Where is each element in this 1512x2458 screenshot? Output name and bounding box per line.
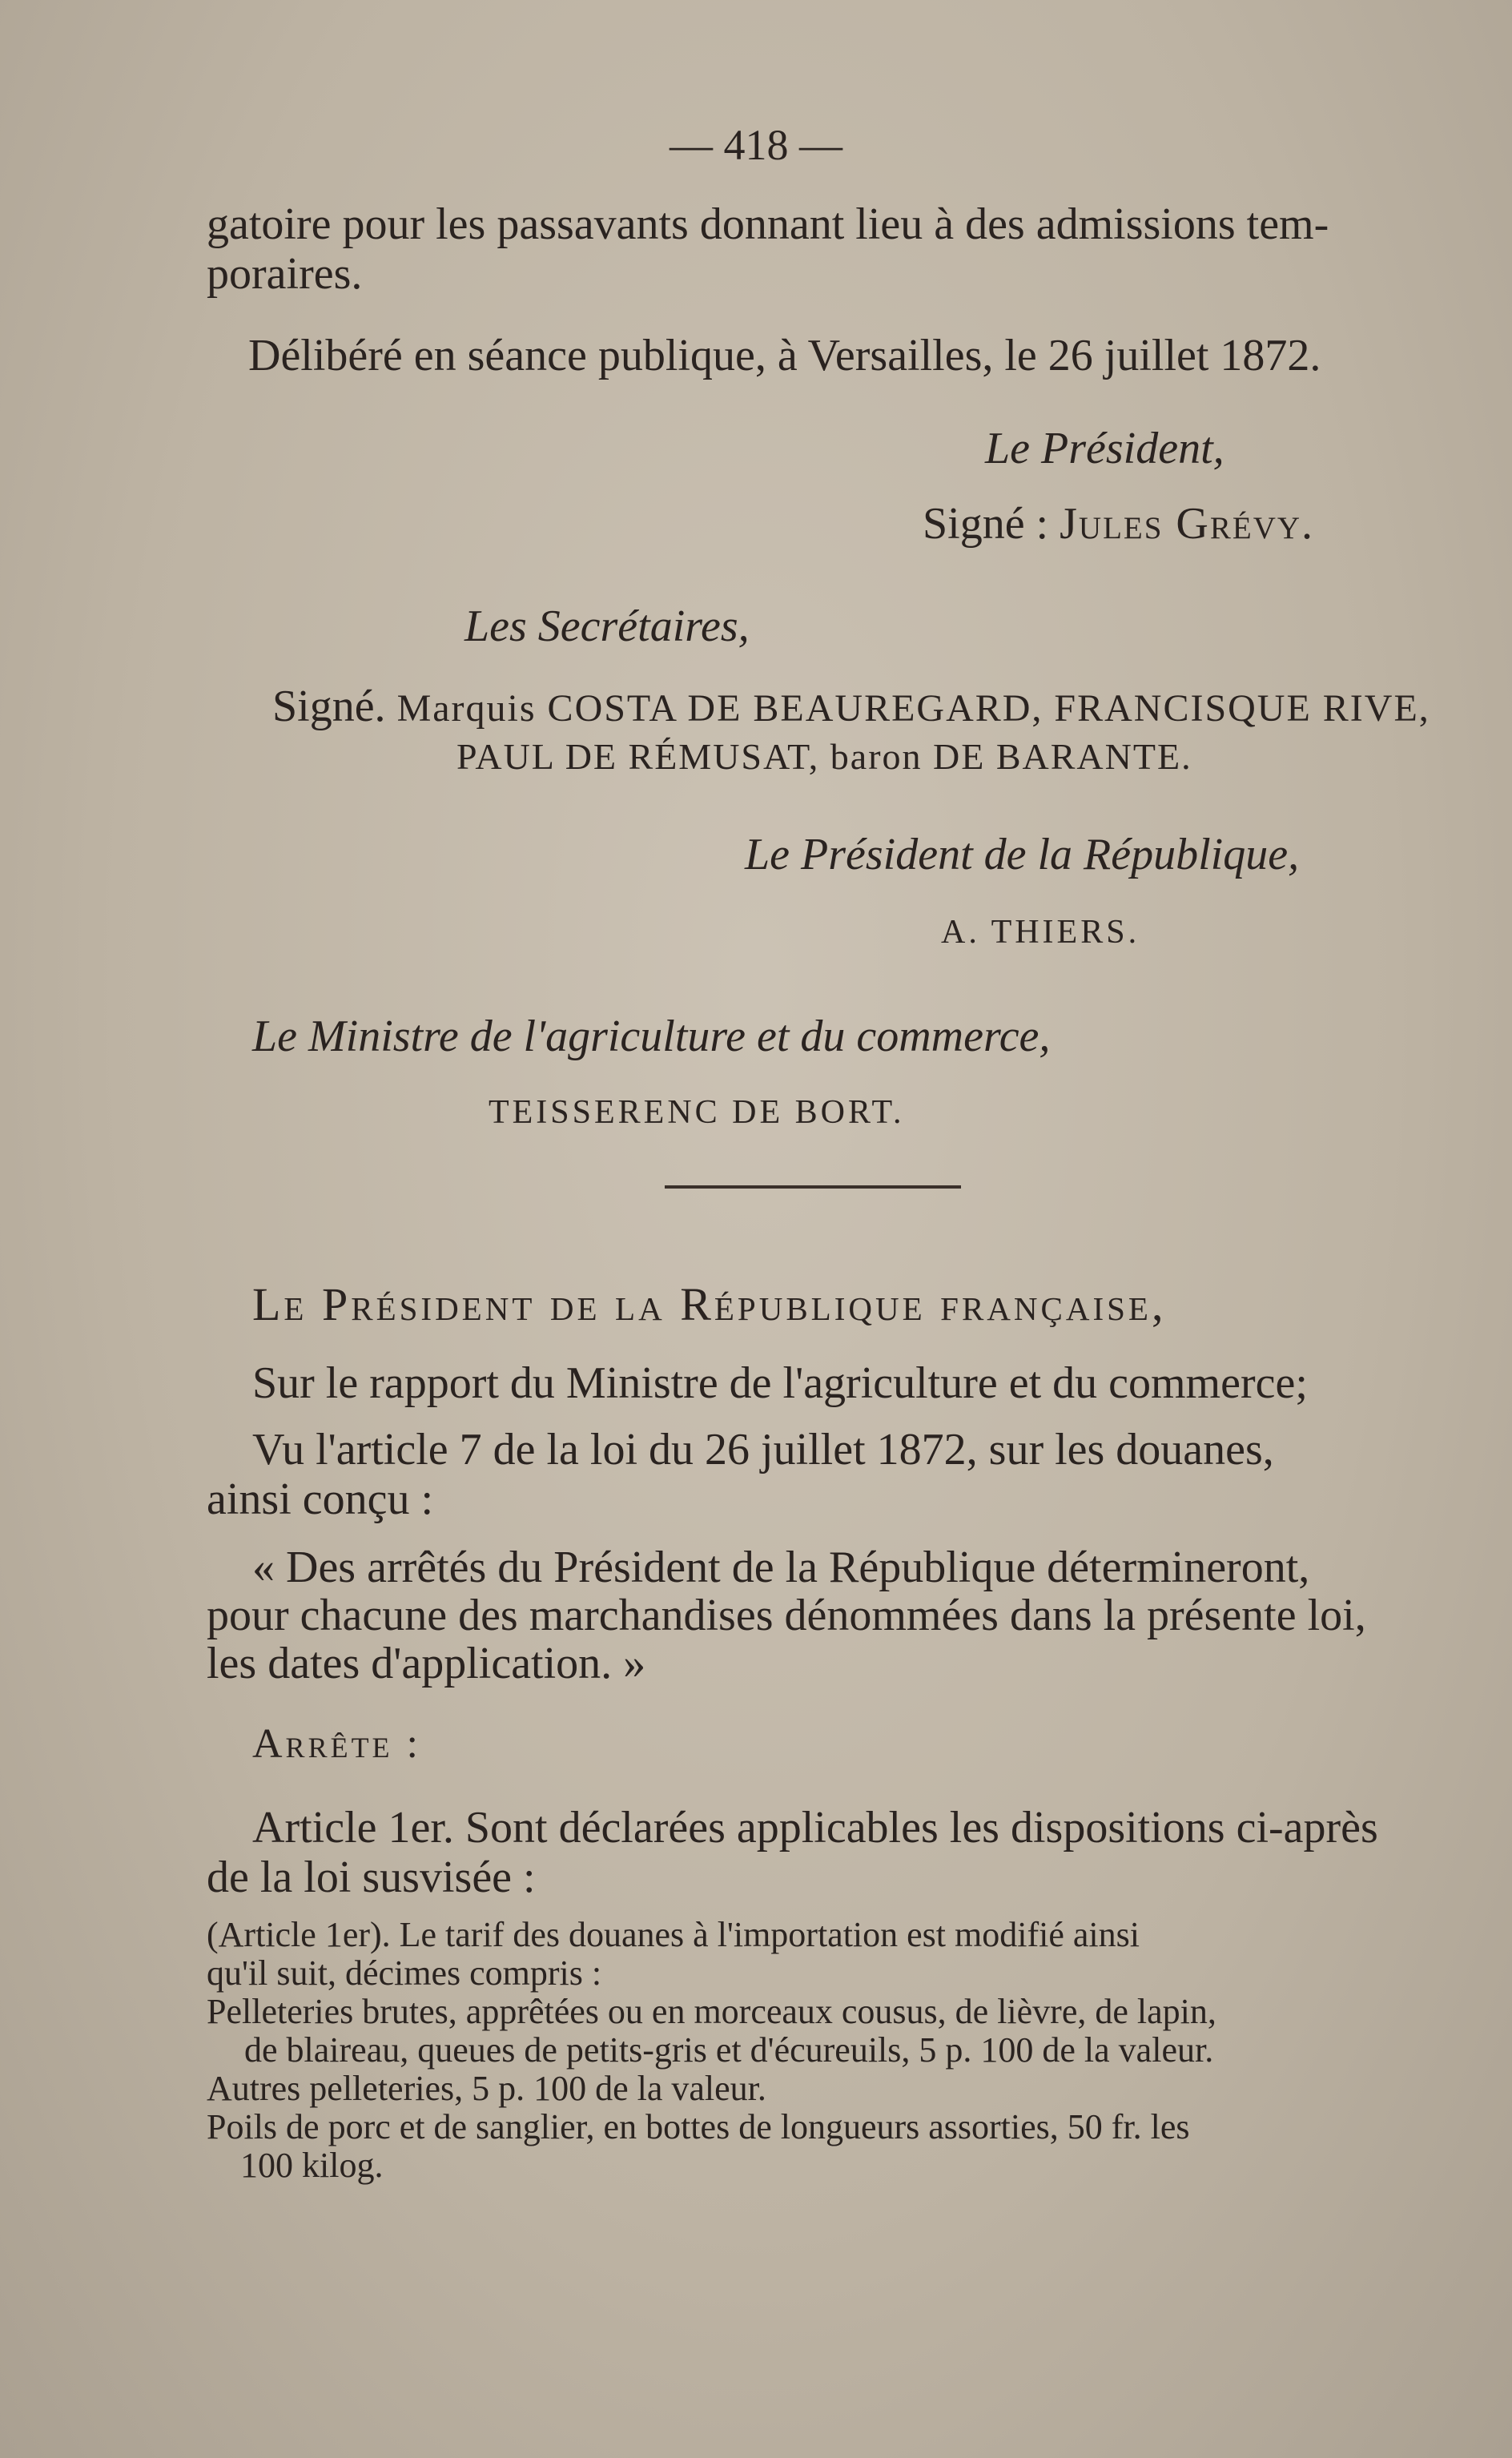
signature-prefix: Signé : <box>923 499 1049 549</box>
ministre-name: TEISSERENC DE BORT. <box>489 1094 905 1131</box>
arrete-heading: Arrête : <box>252 1721 421 1767</box>
president-signature <box>923 498 1314 549</box>
section-divider <box>665 1185 961 1189</box>
page-number: — 418 — <box>670 121 842 169</box>
deliberation-line: Délibéré en séance publique, à Versailles, le 26 juillet 1872. <box>248 331 1321 380</box>
decree-paragraph: Vu l'article 7 de la loi du 26 juillet 1872, sur les douanes, <box>252 1425 1274 1474</box>
president-title: Le Président, <box>985 424 1224 473</box>
signature-prefix: Signé. <box>272 682 386 731</box>
tariff-line: Pelleteries brutes, apprêtées ou en morceaux cousus, de lièvre, de lapin, <box>207 1992 1216 2031</box>
text-line: gatoire pour les passavants donnant lieu à des admissions tem- <box>207 199 1329 249</box>
tariff-line-continued: 100 kilog. <box>240 2146 384 2185</box>
president-republique-title: Le Président de la République, <box>745 830 1300 879</box>
quoted-article: (Article 1er). Le tarif des douanes à l'importation est modifié ainsi <box>207 1915 1140 1954</box>
decree-quote-continued: pour chacune des marchandises dénommées dans la présente loi, <box>207 1591 1366 1640</box>
president-republique-name: A. THIERS. <box>941 914 1140 951</box>
secretaires-names-continued: PAUL DE RÉMUSAT, baron DE BARANTE. <box>456 736 1192 777</box>
secretaires-names: Marquis COSTA DE BEAUREGARD, FRANCISQUE RIVE, <box>396 687 1430 730</box>
decree-paragraph-continued: ainsi conçu : <box>207 1474 434 1524</box>
secretaires-signature-line <box>272 681 1430 732</box>
decree-heading: Le Président de la République française, <box>252 1278 1167 1330</box>
decree-quote: « Des arrêtés du Président de la République détermineront, <box>252 1543 1310 1592</box>
president-name: Jules Grévy. <box>1060 499 1315 549</box>
secretaires-title: Les Secrétaires, <box>464 601 750 651</box>
ministre-title: Le Ministre de l'agriculture et du commerce, <box>252 1012 1051 1061</box>
tariff-line: Poils de porc et de sanglier, en bottes de longueurs assorties, 50 fr. les <box>207 2107 1190 2146</box>
decree-quote-continued: les dates d'application. » <box>207 1639 646 1688</box>
article-1: Article 1er. Sont déclarées applicables les dispositions ci-après <box>252 1803 1378 1853</box>
text-line: poraires. <box>207 249 363 299</box>
tariff-line: Autres pelleteries, 5 p. 100 de la valeur. <box>207 2069 766 2108</box>
tariff-line-continued: de blaireau, queues de petits-gris et d'écureuils, 5 p. 100 de la valeur. <box>244 2030 1214 2070</box>
decree-paragraph: Sur le rapport du Ministre de l'agriculture et du commerce; <box>252 1358 1308 1408</box>
quoted-article-continued: qu'il suit, décimes compris : <box>207 1953 602 1993</box>
article-1-continued: de la loi susvisée : <box>207 1853 536 1902</box>
